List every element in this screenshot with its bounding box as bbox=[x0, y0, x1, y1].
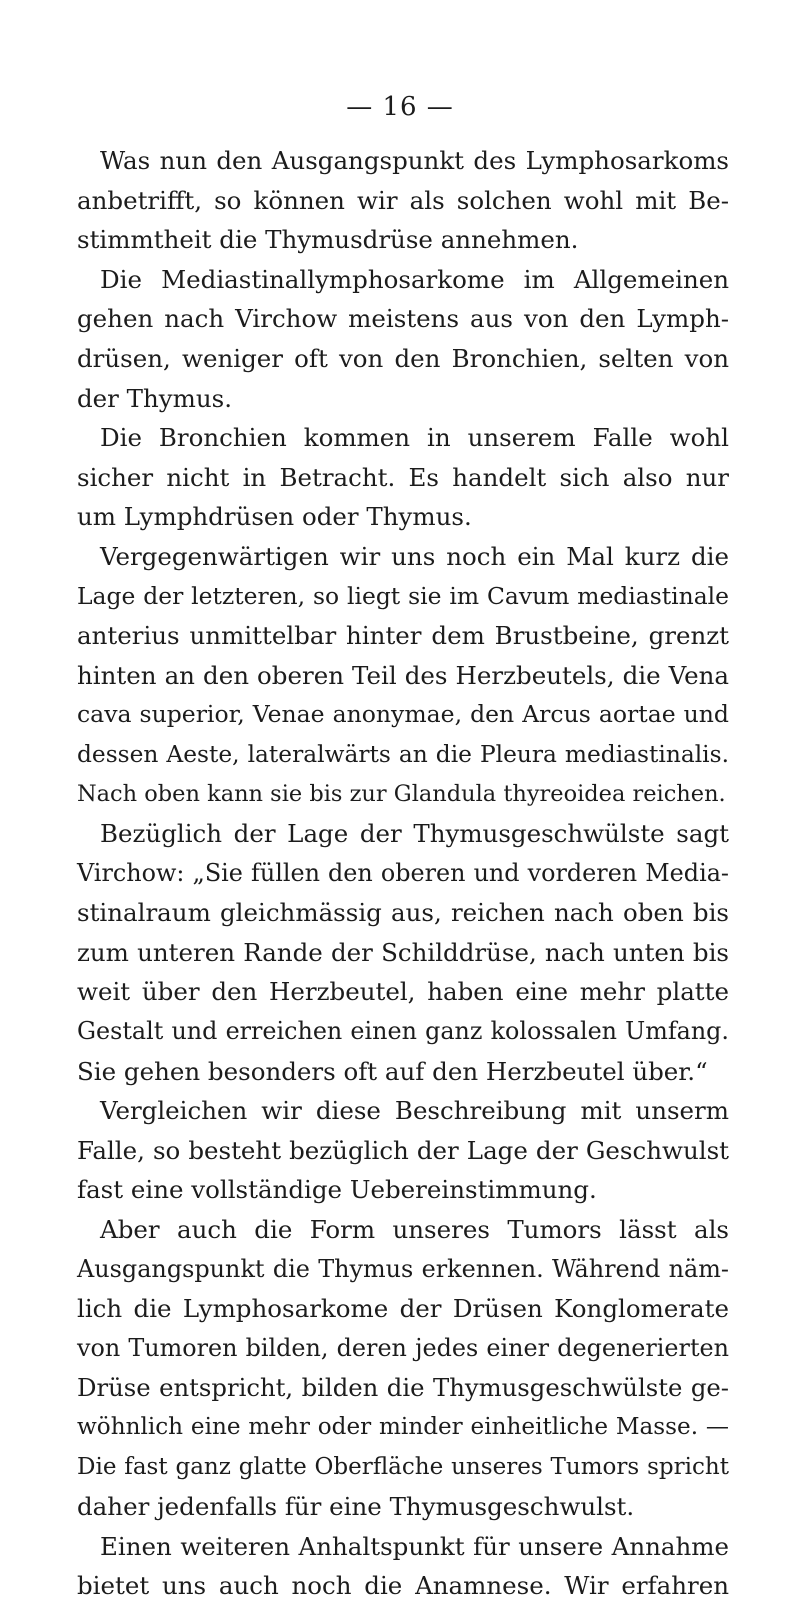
text-line: Einen weiteren Anhaltspunkt für unsere Annahme bbox=[100, 1531, 729, 1561]
text-line: weit über den Herzbeutel, haben eine mehr platte bbox=[77, 977, 729, 1007]
text-line: Lage der letzteren, so liegt sie im Cavum mediastinale bbox=[77, 581, 729, 610]
page-number: — 16 — bbox=[346, 92, 454, 122]
text-line: stimmtheit die Thymusdrüse annehmen. bbox=[77, 225, 579, 255]
text-line: cava superior, Venae anonymae, den Arcus aortae und bbox=[77, 700, 729, 729]
text-line: anbetrifft, so können wir als solchen wohl mit Be- bbox=[77, 185, 729, 215]
text-line: Virchow: „Sie füllen den oberen und vorderen Media- bbox=[77, 858, 729, 887]
text-line: Drüse entspricht, bilden die Thymusgeschwülste ge- bbox=[77, 1373, 729, 1403]
text-line: Ausgangspunkt die Thymus erkennen. Während näm- bbox=[77, 1254, 729, 1283]
body-text bbox=[77, 141, 729, 1606]
text-line: Falle, so besteht bezüglich der Lage der Geschwulst bbox=[77, 1135, 729, 1165]
text-line: von Tumoren bilden, deren jedes einer degenerierten bbox=[77, 1333, 729, 1362]
text-line: fast eine vollständige Uebereinstimmung. bbox=[77, 1175, 597, 1205]
text-line: gehen nach Virchow meistens aus von den Lymph- bbox=[77, 304, 729, 334]
text-line: sicher nicht in Betracht. Es handelt sich also nur bbox=[77, 462, 729, 492]
text-line: anterius unmittelbar hinter dem Brustbeine, grenzt bbox=[77, 621, 729, 651]
text-line: Gestalt und erreichen einen ganz kolossalen Umfang. bbox=[77, 1017, 729, 1046]
text-line: der Thymus. bbox=[77, 383, 233, 413]
text-line: Sie gehen besonders oft auf den Herzbeutel über.“ bbox=[77, 1056, 708, 1086]
text-line: wöhnlich eine mehr oder minder einheitliche Masse. — bbox=[77, 1414, 729, 1440]
text-line: Vergegenwärtigen wir uns noch ein Mal kurz die bbox=[100, 541, 729, 571]
text-line: Vergleichen wir diese Beschreibung mit unserm bbox=[100, 1096, 729, 1126]
text-line: bietet uns auch noch die Anamnese. Wir erfahren bbox=[77, 1571, 729, 1601]
text-line: hinten an den oberen Teil des Herzbeutels, die Vena bbox=[77, 660, 729, 690]
text-line: Die Bronchien kommen in unserem Falle wohl bbox=[100, 423, 729, 453]
text-line: drüsen, weniger oft von den Bronchien, selten von bbox=[77, 343, 729, 373]
text-line: Bezüglich der Lage der Thymusgeschwülste sagt bbox=[100, 819, 729, 849]
text-line: Nach oben kann sie bis zur Glandula thyreoidea reichen. bbox=[77, 780, 726, 807]
text-line: dessen Aeste, lateralwärts an die Pleura mediastinalis. bbox=[77, 740, 729, 768]
text-line: Die fast ganz glatte Oberfläche unseres Tumors spricht bbox=[77, 1453, 729, 1480]
text-line: Die Mediastinallymphosarkome im Allgemeinen bbox=[100, 264, 729, 294]
text-line: lich die Lymphosarkome der Drüsen Konglomerate bbox=[77, 1294, 729, 1324]
text-line: daher jedenfalls für eine Thymusgeschwulst. bbox=[77, 1492, 635, 1522]
text-line: um Lymphdrüsen oder Thymus. bbox=[77, 502, 472, 532]
text-line: Was nun den Ausgangspunkt des Lymphosarkoms bbox=[100, 146, 729, 175]
text-line: stinalraum gleichmässig aus, reichen nach oben bis bbox=[77, 898, 729, 928]
text-line: Aber auch die Form unseres Tumors lässt als bbox=[100, 1215, 729, 1245]
text-line: zum unteren Rande der Schilddrüse, nach unten bis bbox=[77, 937, 729, 967]
